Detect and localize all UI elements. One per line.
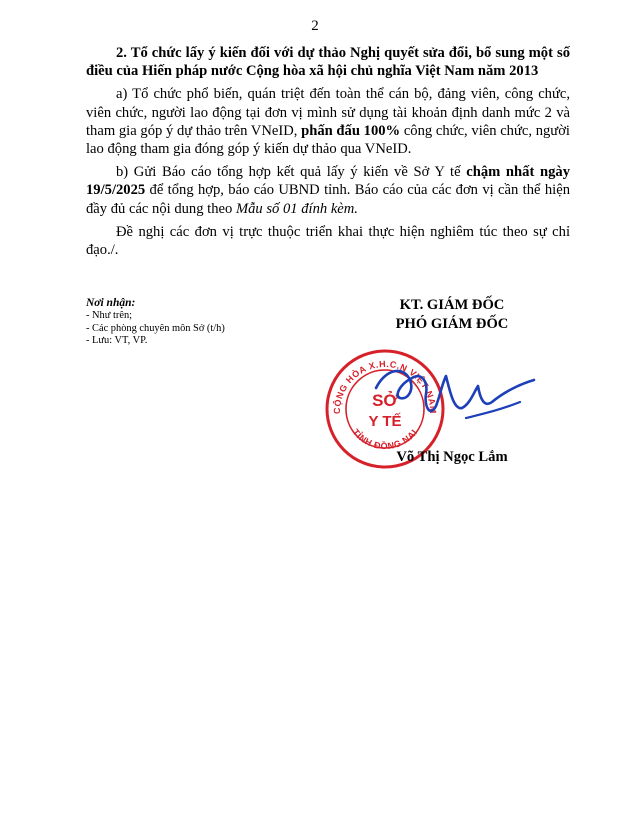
paragraph-b-bold: chậm nhất ngày 19/5/2025 [86,164,570,199]
closing-paragraph: Đề nghị các đơn vị trực thuộc triển khai thực hiện nghiêm túc theo sự chỉ đạo./. [86,223,570,259]
section-heading: 2. Tổ chức lấy ý kiến đối với dự thảo Nghị quyết sửa đổi, bổ sung một số điều của Hiến pháp nước Cộng hòa xã hội chủ nghĩa Việt Nam năm 2013 [86,45,570,80]
signature-title-line2: PHÓ GIÁM ĐỐC [395,316,509,332]
recipient-item: - Các phòng chuyên môn Sở (t/h) [86,322,225,334]
paragraph-b-text-2: để tổng hợp, báo cáo UBND tỉnh. Báo cáo của các đơn vị cần thể hiện đầy đủ các nội dung theo [86,182,570,217]
recipients-block [86,296,326,348]
signer-name: Võ Thị Ngọc Lắm [396,449,508,465]
document-body [86,44,570,264]
recipient-item: - Như trên; [86,310,133,321]
recipients-title: Nơi nhận: [86,297,136,309]
svg-text:Y TẾ: Y TẾ [368,413,402,430]
svg-text:TỈNH ĐỒNG NAI: TỈNH ĐỒNG NAI [350,427,420,452]
paragraph-b-italic: Mẫu số 01 đính kèm. [235,200,358,217]
page-number: 2 [311,18,319,34]
signature-title-block [360,296,544,334]
recipient-item: - Lưu: VT, VP. [86,335,148,347]
paragraph-a-text-1: a) Tổ chức phổ biến, quán triệt đến toàn thể cán bộ, đảng viên, công chức, viên chức, người lao động tại đơn vị mình sử dụng tài khoản định danh mức 2 và tham gia góp ý dự thảo trên VNeID, [86,86,570,139]
handwritten-signature [370,358,540,438]
svg-text:CỘNG HÒA X.H.C.N VIỆT NAM: CỘNG HÒA X.H.C.N VIỆT NAM [331,358,439,415]
paragraph-a [86,85,570,158]
paragraph-a-bold: phấn đấu 100% [301,122,401,139]
paragraph-a-text-2: công chức, viên chức, người lao động tham gia đóng góp ý kiến dự thảo qua VNeID. [86,122,570,158]
svg-text:SỞ: SỞ [372,391,398,410]
paragraph-b-text-1: b) Gửi Báo cáo tổng hợp kết quả lấy ý kiến về Sở Y tế [116,164,467,181]
paragraph-b [86,163,570,218]
signature-title-line1: KT. GIÁM ĐỐC [399,297,505,313]
